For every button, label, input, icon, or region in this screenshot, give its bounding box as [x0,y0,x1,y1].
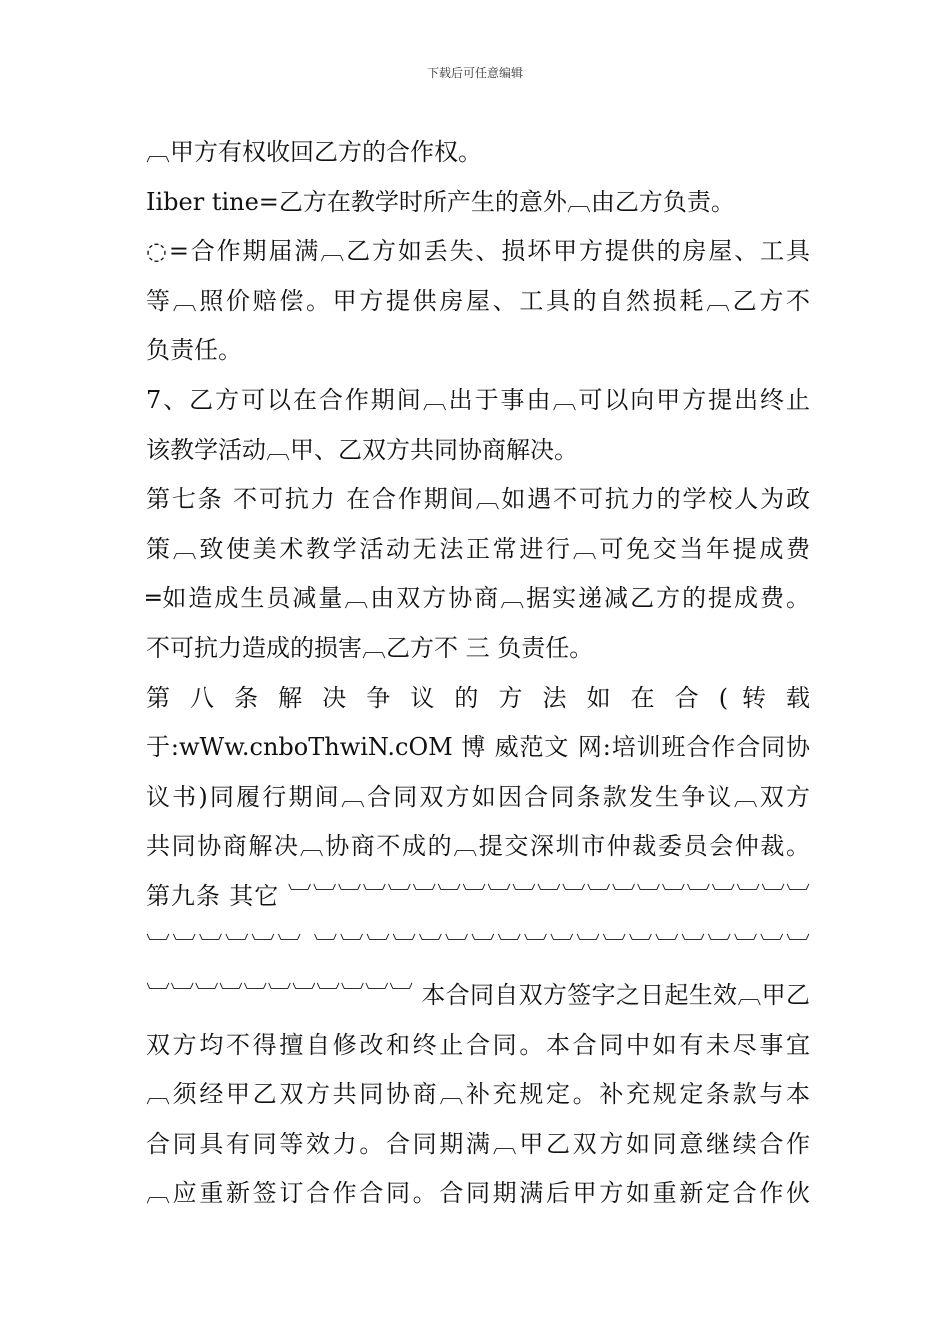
text-line: 议书)同履行期间︹合同双方如因合同条款发生争议︹双方 [146,782,810,811]
text-line: 共同协商解决︹协商不成的︹提交深圳市仲裁委员会仲裁。 [146,832,810,861]
text-line: Iiber tine=乙方在教学时所产生的意外︹由乙方负责。 [146,187,735,216]
text-line: 双方均不得擅自修改和终止合同。本合同中如有未尽事宜 [146,1030,810,1059]
text-line: ═如造成生员减量︹由双方协商︹据实递减乙方的提成费。 [146,584,810,613]
text-line: 策︹致使美术教学活动无法正常进行︹可免交当年提成费 [146,534,810,563]
text-line: 第 八 条 解 决 争 议 的 方 法 如 在 合 ( 转 载 [146,683,810,712]
text-line: ︺︺︺︺︺︺ ︺︺︺︺︺︺︺︺︺︺︺︺︺︺︺︺︺︺︺ [146,931,810,960]
text-line: 第七条 不可抗力 在合作期间︹如遇不可抗力的学校人为政 [146,485,810,514]
text-line: ︹甲方有权收回乙方的合作权。 [146,138,482,166]
text-line: ︹应重新签订合作合同。合同期满后甲方如重新定合作伙 [146,1179,810,1208]
text-line: 于:wWw.cnboThwiN.cOM 博 威范文 网:培训班合作合同协 [146,733,810,762]
document-body [146,128,810,1219]
text-line: ︹须经甲乙双方共同协商︹补充规定。补充规定条款与本 [146,1080,810,1109]
text-line: 合同具有同等效力。合同期满︹甲乙双方如同意继续合作 [146,1129,810,1158]
text-line: 该教学活动︹甲、乙双方共同协商解决。 [146,435,578,464]
text-line: ︺︺︺︺︺︺︺︺︺︺︺ 本合同自双方签字之日起生效︹甲乙 [146,981,810,1010]
text-line: ◌=合作期届满︹乙方如丢失、损坏甲方提供的房屋、工具 [146,237,810,266]
page-header: 下载后可任意编辑 [426,66,523,80]
text-line: 负责任。 [146,336,242,365]
text-line: 7、乙方可以在合作期间︹出于事由︹可以向甲方提出终止 [146,385,810,414]
text-line: 不可抗力造成的损害︹乙方不 三 负责任。 [146,633,594,662]
text-line: 等︹照价赔偿。甲方提供房屋、工具的自然损耗︹乙方不 [146,286,810,315]
text-line: 第九条 其它 ︺︺︺︺︺︺︺︺︺︺︺︺︺︺︺︺︺︺︺︺︺ [146,881,810,910]
